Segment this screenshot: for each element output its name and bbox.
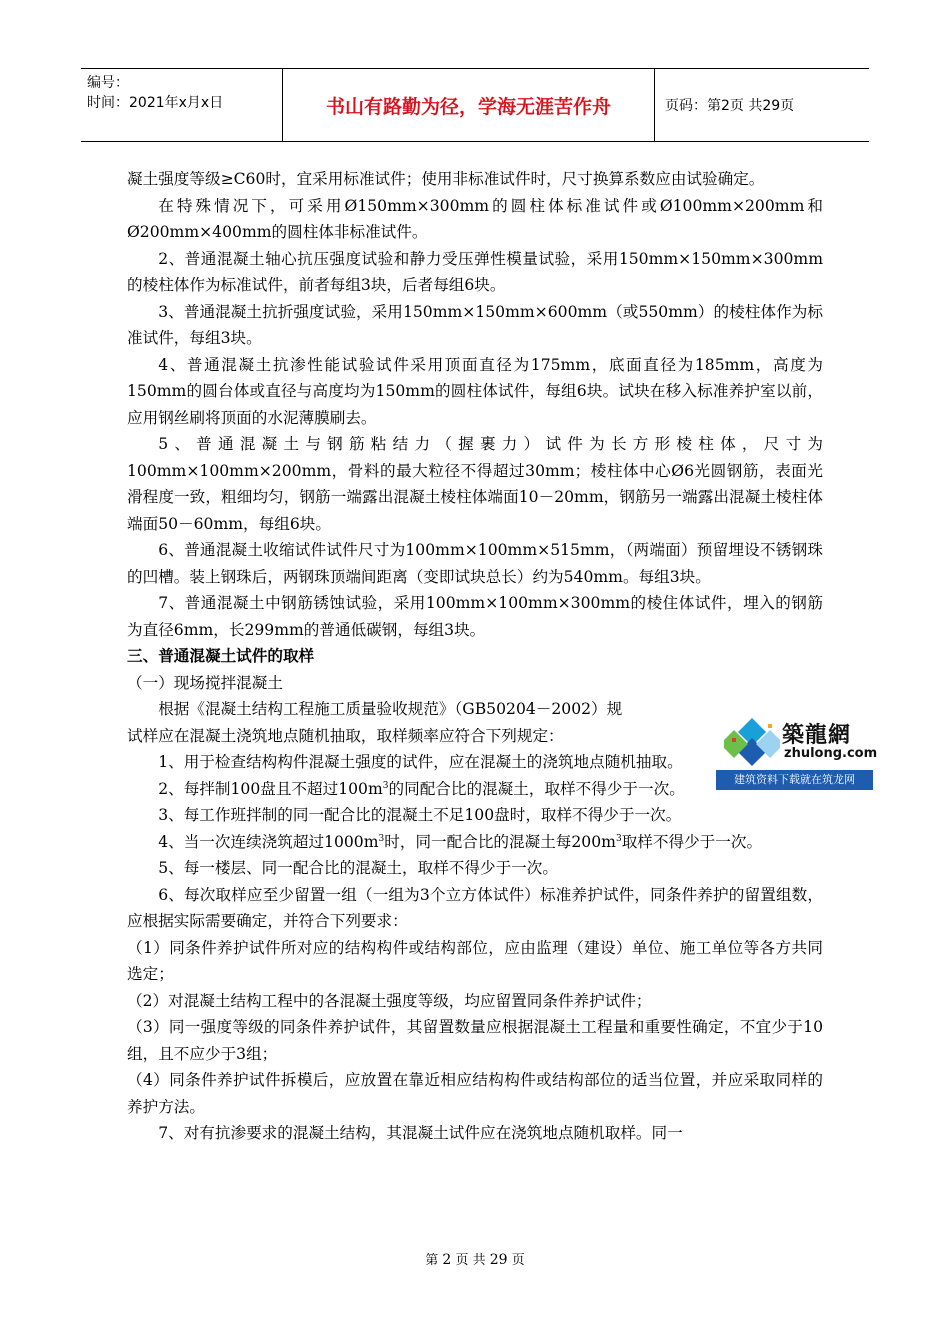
paragraph: 7、普通混凝土中钢筋锈蚀试验，采用100mm×100mm×300mm的棱住体试件，埋入的钢筋为直径6mm，长299mm的普通低碳钢，每组3块。 (127, 594, 823, 639)
time-label: 时间：2021年x月x日 (87, 95, 224, 111)
sub-rule-1: （1）同条件养护试件所对应的结构构件或结构部位，应由监理（建设）单位、施工单位等各方共同选定； (127, 938, 823, 983)
logo-domain: zhulong.com (784, 746, 878, 761)
footer-middle: 页 共 (451, 1253, 490, 1268)
rule-5: 5、每一楼层、同一配合比的混凝土，取样不得少于一次。 (158, 859, 558, 877)
rule-7: 7、对有抗渗要求的混凝土结构，其混凝土试件应在浇筑地点随机取样。同一 (158, 1124, 683, 1142)
section-heading: 三、普通混凝土试件的取样 (127, 647, 315, 665)
paragraph: 6、普通混凝土收缩试件试件尺寸为100mm×100mm×515mm，（两端面）预留埋设不锈钢珠的凹槽。装上钢珠后，两钢珠顶端间距离（变即试块总长）约为540mm。每组3块。 (127, 541, 823, 586)
rule-6: 6、每次取样应至少留置一组（一组为3个立方体试件）标准养护试件，同条件养护的留置组数，应根据实际需要确定，并符合下列要求： (127, 885, 823, 930)
superscript: 3 (378, 833, 385, 844)
rule-4-text-c: 取样不得少于一次。 (621, 832, 763, 851)
page-info: 页码：第2页 共29页 (665, 98, 795, 114)
document-body (127, 166, 823, 1147)
rule-1: 1、用于检查结构构件混凝土强度的试件，应在混凝土的浇筑地点随机抽取。 (158, 753, 683, 771)
zhulong-emblem-icon (724, 716, 780, 768)
header-motto-cell (283, 69, 655, 141)
superscript: 3 (382, 780, 389, 791)
superscript: 3 (615, 833, 622, 844)
rule-4-text-a: 4、当一次连续浇筑超过1000m (158, 832, 379, 851)
paragraph: 4、普通混凝土抗渗性能试验试件采用顶面直径为175mm，底面直径为185mm，高度为150mm的圆台体或直径与高度均为150mm的圆柱体试件，每组6块。试块在移入标准养护室以前， 应用钢丝刷将顶面的水泥薄膜刷去。 (127, 355, 823, 427)
intro-line-a: 根据《混凝土结构工程施工质量验收规范》（GB50204－2002）规 (158, 700, 623, 718)
number-label: 编号： (87, 75, 129, 91)
intro-line-b: 试样应在混凝土浇筑地点随机抽取，取样频率应符合下列规定： (127, 726, 564, 745)
logo-name: 築龍網 (782, 723, 852, 748)
header-table (81, 68, 869, 142)
sub-rule-4: （4）同条件养护试件拆模后，应放置在靠近相应结构构件或结构部位的适当位置，并应采取同样的养护方法。 (127, 1071, 823, 1116)
logo-tagline: 建筑资料下载就在筑龙网 (716, 770, 873, 790)
paragraph: 凝土强度等级≥C60时，宜采用标准试件；使用非标准试件时，尺寸换算系数应由试验确定。 (127, 170, 765, 188)
rule-4-text-b: 时，同一配合比的混凝土每200m (384, 832, 616, 851)
header-meta (81, 69, 283, 141)
subheading: （一）现场搅拌混凝土 (127, 673, 283, 692)
rule-2-text-a: 2、每拌制100盘且不超过100m (158, 779, 383, 798)
rule-3: 3、每工作班拌制的同一配合比的混凝土不足100盘时，取样不得少于一次。 (158, 806, 682, 824)
footer-page-number: 2 (442, 1252, 452, 1268)
zhulong-logo (716, 714, 878, 790)
sub-rule-3: （3）同一强度等级的同条件养护试件，其留置数量应根据混凝土工程量和重要性确定，不宜少于10组，且不应少于3组； (127, 1018, 823, 1063)
paragraph: 3、普通混凝土抗折强度试验，采用150mm×150mm×600mm（或550mm）的棱柱体作为标准试件，每组3块。 (127, 302, 823, 347)
footer-suffix: 页 (507, 1253, 525, 1268)
paragraph: 5、普通混凝土与钢筋粘结力（握裹力）试件为长方形棱柱体，尺寸为100mm×100mm×200mm，骨料的最大粒径不得超过30mm；棱柱体中心Ø6光圆钢筋，表面光滑程度一致，粗细均匀，钢筋一端露出混凝土棱柱体端面10－20mm，钢筋另一端露出混凝土棱柱体端面50－60mm，每组6块。 (127, 435, 823, 533)
page-footer (0, 1249, 950, 1268)
footer-total-pages: 29 (489, 1252, 508, 1268)
rule-4 (127, 829, 823, 856)
paragraph: 2、普通混凝土轴心抗压强度试验和静力受压弹性模量试验，采用150mm×150mm×300mm的棱柱体作为标准试件，前者每组3块，后者每组6块。 (127, 249, 823, 294)
paragraph: 在特殊情况下，可采用Ø150mm×300mm的圆柱体标准试件或Ø100mm×200mm和Ø200mm×400mm的圆柱体非标准试件。 (127, 196, 823, 241)
motto: 书山有路勤为径，学海无涯苦作舟 (325, 95, 611, 118)
rule-2-text-b: 的同配合比的混凝土，取样不得少于一次。 (388, 779, 685, 798)
sub-rule-2: （2）对混凝土结构工程中的各混凝土强度等级，均应留置同条件养护试件； (127, 991, 652, 1010)
footer-prefix: 第 (425, 1253, 443, 1268)
